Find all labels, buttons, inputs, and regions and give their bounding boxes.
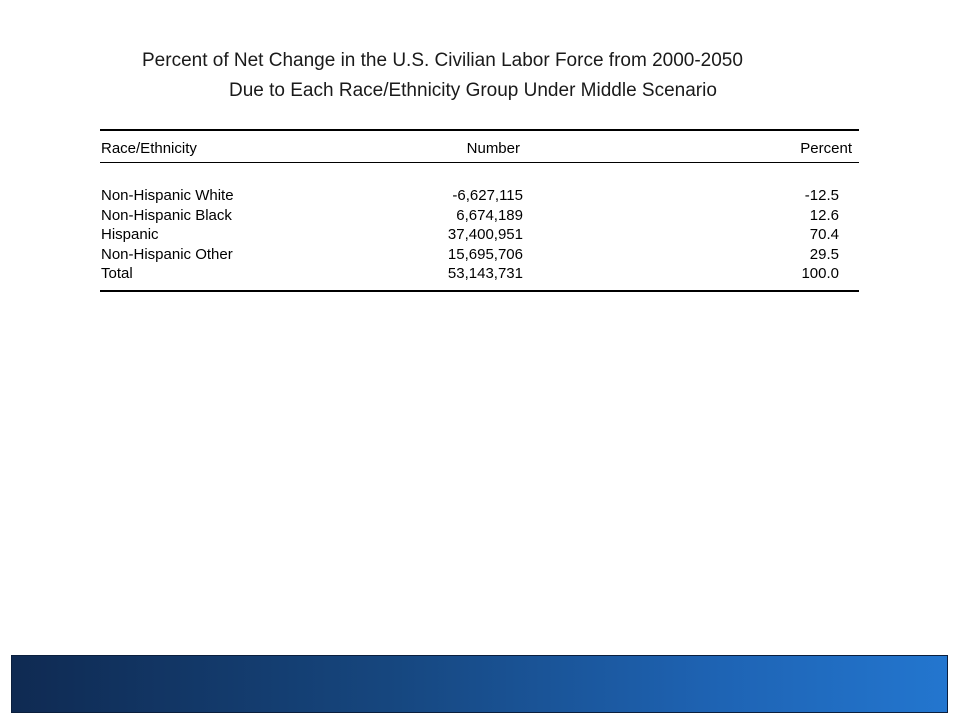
- row-number: 6,674,189: [456, 206, 523, 224]
- row-percent: 100.0: [801, 265, 839, 282]
- row-percent: 70.4: [809, 226, 839, 243]
- row-number: 15,695,706: [447, 245, 523, 263]
- table-row: [100, 186, 859, 206]
- table-row: [100, 206, 859, 226]
- row-label: Hispanic: [101, 226, 159, 243]
- row-label: Total: [101, 265, 133, 282]
- header-number: Number: [466, 140, 520, 157]
- table-bottom-rule: [100, 290, 859, 292]
- table-body: [100, 186, 859, 284]
- labor-force-table: [100, 129, 859, 292]
- table-row-total: [100, 264, 859, 284]
- title-line-1: Percent of Net Change in the U.S. Civilian Labor Force from 2000-2050: [142, 50, 743, 71]
- row-number: 53,143,731: [447, 265, 523, 282]
- table-row: [100, 225, 859, 245]
- table-header-row: [100, 135, 859, 162]
- row-label: Non-Hispanic White: [101, 187, 234, 204]
- table-top-rule: [100, 129, 859, 131]
- row-percent: -12.5: [804, 187, 839, 204]
- row-percent: 12.6: [809, 206, 839, 224]
- title-line-2: Due to Each Race/Ethnicity Group Under Middle Scenario: [229, 80, 717, 101]
- row-number: 37,400,951: [447, 226, 523, 243]
- header-percent: Percent: [800, 140, 852, 157]
- row-number: -6,627,115: [452, 187, 523, 204]
- table-row: [100, 245, 859, 265]
- row-label: Non-Hispanic Other: [101, 245, 233, 263]
- row-label: Non-Hispanic Black: [101, 206, 232, 224]
- header-race-ethnicity: Race/Ethnicity: [101, 140, 197, 157]
- footer-gradient-bar: [11, 655, 948, 713]
- row-percent: 29.5: [809, 245, 839, 263]
